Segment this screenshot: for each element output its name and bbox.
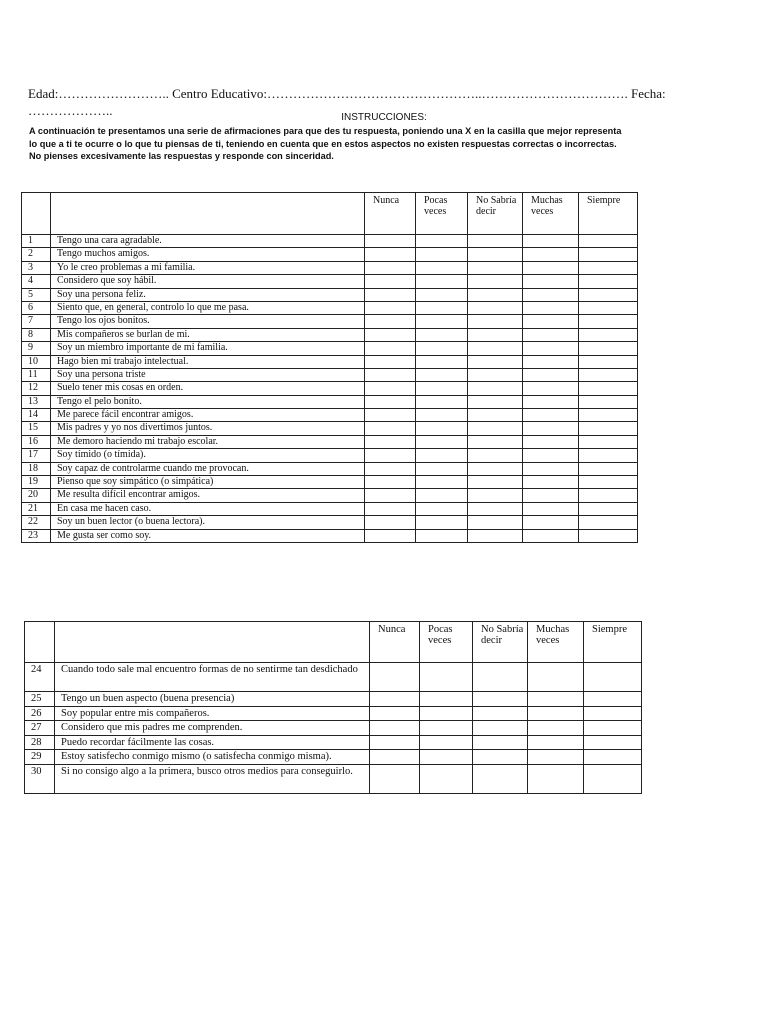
answer-checkbox-cell[interactable] [468, 422, 523, 435]
answer-checkbox-cell[interactable] [584, 750, 642, 765]
item-statement: Suelo tener mis cosas en orden. [51, 382, 365, 395]
item-number: 30 [25, 764, 55, 793]
item-statement: Me parece fácil encontrar amigos. [51, 409, 365, 422]
answer-checkbox-cell[interactable] [416, 342, 468, 355]
item-statement: Me resulta difícil encontrar amigos. [51, 489, 365, 502]
answer-checkbox-cell[interactable] [365, 328, 416, 341]
item-number: 29 [25, 750, 55, 765]
answer-checkbox-cell[interactable] [528, 721, 584, 736]
item-statement: En casa me hacen caso. [51, 502, 365, 515]
answer-checkbox-cell[interactable] [579, 275, 638, 288]
answer-checkbox-cell[interactable] [528, 764, 584, 793]
answer-checkbox-cell[interactable] [365, 489, 416, 502]
answer-checkbox-cell[interactable] [584, 721, 642, 736]
answer-checkbox-cell[interactable] [579, 422, 638, 435]
answer-checkbox-cell[interactable] [473, 750, 528, 765]
table-row [22, 529, 638, 542]
answer-checkbox-cell[interactable] [416, 315, 468, 328]
table-row [22, 368, 638, 381]
table-row [22, 328, 638, 341]
header-number-cell [22, 193, 51, 235]
answer-checkbox-cell[interactable] [416, 395, 468, 408]
answer-checkbox-cell[interactable] [468, 382, 523, 395]
answer-checkbox-cell[interactable] [579, 288, 638, 301]
answer-checkbox-cell[interactable] [468, 449, 523, 462]
answer-checkbox-cell[interactable] [579, 382, 638, 395]
item-statement: Soy una persona feliz. [51, 288, 365, 301]
item-statement: Tengo una cara agradable. [51, 235, 365, 248]
answer-checkbox-cell[interactable] [584, 735, 642, 750]
column-header: Muchas veces [528, 622, 584, 663]
answer-checkbox-cell[interactable] [370, 706, 420, 721]
questionnaire-table-2 [24, 621, 642, 794]
answer-checkbox-cell[interactable] [579, 516, 638, 529]
answer-checkbox-cell[interactable] [468, 462, 523, 475]
answer-checkbox-cell[interactable] [523, 288, 579, 301]
answer-checkbox-cell[interactable] [468, 248, 523, 261]
answer-checkbox-cell[interactable] [523, 235, 579, 248]
answer-checkbox-cell[interactable] [584, 692, 642, 707]
instructions-body [29, 125, 639, 163]
table-header-row [25, 622, 642, 663]
answer-checkbox-cell[interactable] [528, 750, 584, 765]
answer-checkbox-cell[interactable] [416, 489, 468, 502]
answer-checkbox-cell[interactable] [528, 735, 584, 750]
item-statement: Soy tímido (o tímida). [51, 449, 365, 462]
answer-checkbox-cell[interactable] [416, 409, 468, 422]
table-header-row [22, 193, 638, 235]
answer-checkbox-cell[interactable] [416, 261, 468, 274]
item-number: 6 [22, 301, 51, 314]
answer-checkbox-cell[interactable] [579, 435, 638, 448]
item-statement: Siento que, en general, controlo lo que me pasa. [51, 301, 365, 314]
item-number: 27 [25, 721, 55, 736]
answer-checkbox-cell[interactable] [523, 502, 579, 515]
answer-checkbox-cell[interactable] [416, 435, 468, 448]
answer-checkbox-cell[interactable] [584, 764, 642, 793]
answer-checkbox-cell[interactable] [365, 288, 416, 301]
answer-checkbox-cell[interactable] [468, 489, 523, 502]
answer-checkbox-cell[interactable] [468, 368, 523, 381]
answer-checkbox-cell[interactable] [579, 261, 638, 274]
answer-checkbox-cell[interactable] [416, 476, 468, 489]
item-number: 5 [22, 288, 51, 301]
answer-checkbox-cell[interactable] [468, 328, 523, 341]
answer-checkbox-cell[interactable] [416, 275, 468, 288]
answer-checkbox-cell[interactable] [365, 261, 416, 274]
instructions-line: A continuación te presentamos una serie de afirmaciones para que des tu respuesta, poniendo una X en la casilla que mejor representa [29, 126, 622, 136]
item-statement: Soy un buen lector (o buena lectora). [51, 516, 365, 529]
answer-checkbox-cell[interactable] [523, 422, 579, 435]
table-row [22, 355, 638, 368]
answer-checkbox-cell[interactable] [579, 476, 638, 489]
answer-checkbox-cell[interactable] [523, 529, 579, 542]
item-statement: Me gusta ser como soy. [51, 529, 365, 542]
answer-checkbox-cell[interactable] [523, 328, 579, 341]
answer-checkbox-cell[interactable] [468, 476, 523, 489]
answer-checkbox-cell[interactable] [579, 342, 638, 355]
item-number: 17 [22, 449, 51, 462]
answer-checkbox-cell[interactable] [523, 315, 579, 328]
answer-checkbox-cell[interactable] [420, 706, 473, 721]
column-header: Nunca [365, 193, 416, 235]
answer-checkbox-cell[interactable] [416, 288, 468, 301]
answer-checkbox-cell[interactable] [473, 721, 528, 736]
answer-checkbox-cell[interactable] [523, 516, 579, 529]
answer-checkbox-cell[interactable] [365, 315, 416, 328]
answer-checkbox-cell[interactable] [523, 342, 579, 355]
answer-checkbox-cell[interactable] [416, 516, 468, 529]
answer-checkbox-cell[interactable] [523, 355, 579, 368]
answer-checkbox-cell[interactable] [416, 529, 468, 542]
item-statement: Soy capaz de controlarme cuando me provocan. [51, 462, 365, 475]
item-statement: Puedo recordar fácilmente las cosas. [55, 735, 370, 750]
item-number: 2 [22, 248, 51, 261]
column-header: Nunca [370, 622, 420, 663]
answer-checkbox-cell[interactable] [579, 235, 638, 248]
answer-checkbox-cell[interactable] [584, 706, 642, 721]
item-number: 21 [22, 502, 51, 515]
answer-checkbox-cell[interactable] [523, 462, 579, 475]
answer-checkbox-cell[interactable] [365, 476, 416, 489]
table-row [22, 288, 638, 301]
table-row [22, 422, 638, 435]
item-number: 28 [25, 735, 55, 750]
answer-checkbox-cell[interactable] [579, 328, 638, 341]
answer-checkbox-cell[interactable] [579, 489, 638, 502]
answer-checkbox-cell[interactable] [523, 301, 579, 314]
answer-checkbox-cell[interactable] [473, 692, 528, 707]
answer-checkbox-cell[interactable] [473, 764, 528, 793]
item-number: 16 [22, 435, 51, 448]
answer-checkbox-cell[interactable] [416, 248, 468, 261]
item-statement: Estoy satisfecho conmigo mismo (o satisfecha conmigo misma). [55, 750, 370, 765]
column-header: No Sabría decir [473, 622, 528, 663]
answer-checkbox-cell[interactable] [370, 764, 420, 793]
answer-checkbox-cell[interactable] [416, 355, 468, 368]
item-statement: Soy una persona triste [51, 368, 365, 381]
answer-checkbox-cell[interactable] [420, 735, 473, 750]
table-row [25, 663, 642, 692]
answer-checkbox-cell[interactable] [365, 382, 416, 395]
answer-checkbox-cell[interactable] [420, 663, 473, 692]
table-row [25, 706, 642, 721]
column-header: Siempre [584, 622, 642, 663]
answer-checkbox-cell[interactable] [473, 706, 528, 721]
answer-checkbox-cell[interactable] [579, 462, 638, 475]
item-number: 13 [22, 395, 51, 408]
item-statement: Me demoro haciendo mi trabajo escolar. [51, 435, 365, 448]
item-number: 22 [22, 516, 51, 529]
item-number: 26 [25, 706, 55, 721]
table-row [22, 516, 638, 529]
answer-checkbox-cell[interactable] [579, 301, 638, 314]
table-row [22, 395, 638, 408]
answer-checkbox-cell[interactable] [579, 315, 638, 328]
instructions-line: No pienses excesivamente las respuestas y responde con sinceridad. [29, 151, 334, 161]
answer-checkbox-cell[interactable] [365, 248, 416, 261]
table-row [22, 301, 638, 314]
answer-checkbox-cell[interactable] [528, 706, 584, 721]
answer-checkbox-cell[interactable] [365, 409, 416, 422]
item-number: 20 [22, 489, 51, 502]
answer-checkbox-cell[interactable] [468, 275, 523, 288]
table-row [25, 764, 642, 793]
table-row [22, 409, 638, 422]
answer-checkbox-cell[interactable] [523, 382, 579, 395]
answer-checkbox-cell[interactable] [468, 355, 523, 368]
item-number: 14 [22, 409, 51, 422]
answer-checkbox-cell[interactable] [365, 355, 416, 368]
header-fields-line: Edad:…………………….. Centro Educativo:…………………………………………..……………………………. Fecha: [28, 86, 666, 101]
answer-checkbox-cell[interactable] [584, 663, 642, 692]
answer-checkbox-cell[interactable] [523, 449, 579, 462]
instructions-line: lo que a ti te ocurre o lo que tu piensas de ti, teniendo en cuenta que en estos aspectos no existen respuestas correctas o incorrectas. [29, 138, 617, 149]
table-row [22, 315, 638, 328]
answer-checkbox-cell[interactable] [416, 368, 468, 381]
table-row [22, 261, 638, 274]
answer-checkbox-cell[interactable] [523, 368, 579, 381]
answer-checkbox-cell[interactable] [370, 692, 420, 707]
answer-checkbox-cell[interactable] [579, 449, 638, 462]
answer-checkbox-cell[interactable] [579, 502, 638, 515]
answer-checkbox-cell[interactable] [468, 516, 523, 529]
item-statement: Considero que mis padres me comprenden. [55, 721, 370, 736]
table-row [22, 342, 638, 355]
column-header: No Sabría decir [468, 193, 523, 235]
answer-checkbox-cell[interactable] [579, 395, 638, 408]
item-statement: Pienso que soy simpático (o simpática) [51, 476, 365, 489]
answer-checkbox-cell[interactable] [579, 529, 638, 542]
answer-checkbox-cell[interactable] [579, 355, 638, 368]
item-number: 25 [25, 692, 55, 707]
answer-checkbox-cell[interactable] [468, 435, 523, 448]
answer-checkbox-cell[interactable] [468, 342, 523, 355]
answer-checkbox-cell[interactable] [365, 502, 416, 515]
answer-checkbox-cell[interactable] [523, 275, 579, 288]
table-row [22, 489, 638, 502]
answer-checkbox-cell[interactable] [370, 735, 420, 750]
answer-checkbox-cell[interactable] [365, 516, 416, 529]
item-statement: Considero que soy hábil. [51, 275, 365, 288]
item-statement: Mis padres y yo nos divertimos juntos. [51, 422, 365, 435]
answer-checkbox-cell[interactable] [416, 449, 468, 462]
answer-checkbox-cell[interactable] [579, 409, 638, 422]
answer-checkbox-cell[interactable] [523, 489, 579, 502]
answer-checkbox-cell[interactable] [523, 409, 579, 422]
answer-checkbox-cell[interactable] [370, 721, 420, 736]
answer-checkbox-cell[interactable] [468, 261, 523, 274]
table-row [22, 476, 638, 489]
answer-checkbox-cell[interactable] [416, 502, 468, 515]
item-number: 11 [22, 368, 51, 381]
answer-checkbox-cell[interactable] [365, 275, 416, 288]
table-row [22, 275, 638, 288]
answer-checkbox-cell[interactable] [523, 395, 579, 408]
answer-checkbox-cell[interactable] [468, 529, 523, 542]
table-row [25, 721, 642, 736]
table-row [25, 750, 642, 765]
column-header: Pocas veces [420, 622, 473, 663]
item-number: 7 [22, 315, 51, 328]
answer-checkbox-cell[interactable] [416, 382, 468, 395]
answer-checkbox-cell[interactable] [468, 502, 523, 515]
answer-checkbox-cell[interactable] [528, 663, 584, 692]
table-row [22, 502, 638, 515]
table-row [25, 692, 642, 707]
item-statement: Cuando todo sale mal encuentro formas de no sentirme tan desdichado [55, 663, 370, 692]
item-number: 23 [22, 529, 51, 542]
answer-checkbox-cell[interactable] [416, 462, 468, 475]
item-statement: Yo le creo problemas a mi familia. [51, 261, 365, 274]
item-number: 3 [22, 261, 51, 274]
header-number-cell [25, 622, 55, 663]
answer-checkbox-cell[interactable] [365, 422, 416, 435]
column-header: Pocas veces [416, 193, 468, 235]
item-statement: Tengo los ojos bonitos. [51, 315, 365, 328]
answer-checkbox-cell[interactable] [420, 764, 473, 793]
item-number: 15 [22, 422, 51, 435]
answer-checkbox-cell[interactable] [468, 315, 523, 328]
questionnaire-table-1 [21, 192, 638, 543]
answer-checkbox-cell[interactable] [579, 248, 638, 261]
table-row [22, 449, 638, 462]
item-number: 19 [22, 476, 51, 489]
answer-checkbox-cell[interactable] [523, 476, 579, 489]
item-statement: Tengo muchos amigos. [51, 248, 365, 261]
answer-checkbox-cell[interactable] [468, 288, 523, 301]
item-number: 12 [22, 382, 51, 395]
answer-checkbox-cell[interactable] [416, 235, 468, 248]
item-number: 10 [22, 355, 51, 368]
answer-checkbox-cell[interactable] [365, 368, 416, 381]
table-row [22, 248, 638, 261]
table-row [22, 435, 638, 448]
item-number: 18 [22, 462, 51, 475]
item-statement: Tengo el pelo bonito. [51, 395, 365, 408]
table-row [22, 462, 638, 475]
answer-checkbox-cell[interactable] [473, 663, 528, 692]
answer-checkbox-cell[interactable] [579, 368, 638, 381]
answer-checkbox-cell[interactable] [370, 663, 420, 692]
column-header: Muchas veces [523, 193, 579, 235]
item-number: 24 [25, 663, 55, 692]
answer-checkbox-cell[interactable] [365, 435, 416, 448]
item-statement: Soy un miembro importante de mi familia. [51, 342, 365, 355]
item-statement: Tengo un buen aspecto (buena presencia) [55, 692, 370, 707]
answer-checkbox-cell[interactable] [416, 328, 468, 341]
answer-checkbox-cell[interactable] [420, 750, 473, 765]
answer-checkbox-cell[interactable] [468, 395, 523, 408]
answer-checkbox-cell[interactable] [473, 735, 528, 750]
answer-checkbox-cell[interactable] [468, 409, 523, 422]
answer-checkbox-cell[interactable] [528, 692, 584, 707]
header-statement-cell [55, 622, 370, 663]
answer-checkbox-cell[interactable] [523, 261, 579, 274]
table-row [22, 382, 638, 395]
answer-checkbox-cell[interactable] [365, 301, 416, 314]
header-fecha-continuation: ……………….. [28, 103, 113, 118]
column-header: Siempre [579, 193, 638, 235]
header-statement-cell [51, 193, 365, 235]
answer-checkbox-cell[interactable] [365, 529, 416, 542]
item-number: 1 [22, 235, 51, 248]
answer-checkbox-cell[interactable] [523, 248, 579, 261]
answer-checkbox-cell[interactable] [420, 692, 473, 707]
item-statement: Si no consigo algo a la primera, busco otros medios para conseguirlo. [55, 764, 370, 793]
table-row [22, 235, 638, 248]
answer-checkbox-cell[interactable] [365, 462, 416, 475]
instructions-title: INSTRUCCIONES: [341, 112, 427, 123]
item-statement: Soy popular entre mis compañeros. [55, 706, 370, 721]
answer-checkbox-cell[interactable] [420, 721, 473, 736]
answer-checkbox-cell[interactable] [416, 422, 468, 435]
answer-checkbox-cell[interactable] [365, 235, 416, 248]
answer-checkbox-cell[interactable] [523, 435, 579, 448]
item-statement: Hago bien mi trabajo intelectual. [51, 355, 365, 368]
item-number: 9 [22, 342, 51, 355]
answer-checkbox-cell[interactable] [365, 449, 416, 462]
answer-checkbox-cell[interactable] [468, 301, 523, 314]
answer-checkbox-cell[interactable] [365, 395, 416, 408]
item-number: 4 [22, 275, 51, 288]
answer-checkbox-cell[interactable] [468, 235, 523, 248]
answer-checkbox-cell[interactable] [365, 342, 416, 355]
answer-checkbox-cell[interactable] [416, 301, 468, 314]
answer-checkbox-cell[interactable] [370, 750, 420, 765]
item-number: 8 [22, 328, 51, 341]
item-statement: Mis compañeros se burlan de mi. [51, 328, 365, 341]
table-row [25, 735, 642, 750]
